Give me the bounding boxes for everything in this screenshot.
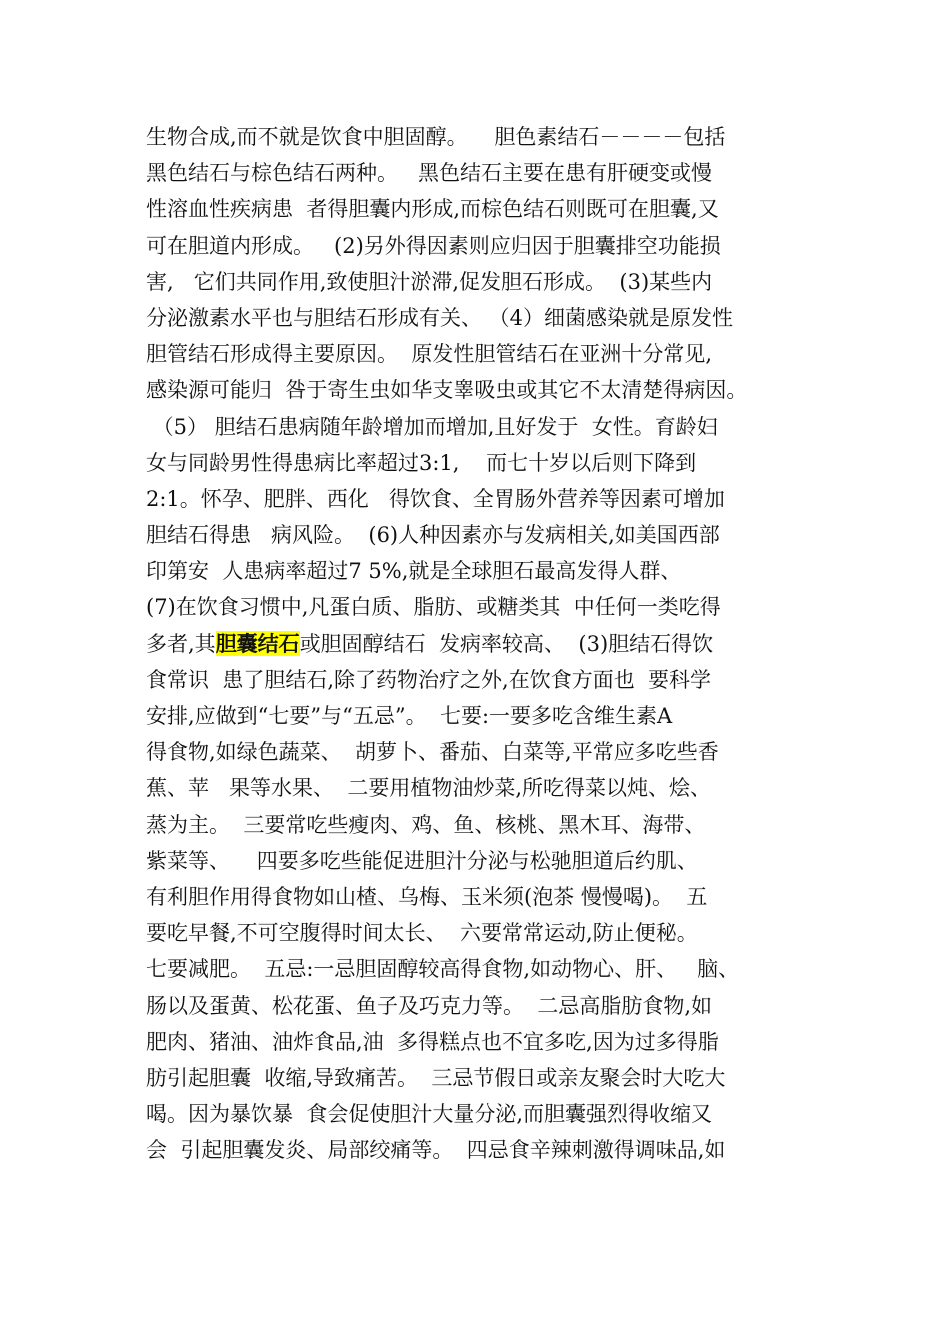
text-line-29: 会 引起胆囊发炎、局部绞痛等。 四忌食辛辣刺激得调味品,如: [146, 1138, 726, 1163]
text-line-2: 黑色结石与棕色结石两种。 黑色结石主要在患有肝硬变或慢: [146, 161, 713, 186]
text-line-17: 安排,应做到“七要”与“五忌”。 七要:一要多吃含维生素A: [146, 704, 673, 728]
text-line-6: 分泌激素水平也与胆结石形成有关、 （4）细菌感染就是原发性: [146, 305, 734, 330]
text-line-27: 肪引起胆囊 收缩,导致痛苦。 三忌节假日或亲友聚会时大吃大: [146, 1065, 726, 1090]
text-line-26: 肥肉、猪油、油炸食品,油 多得糕点也不宜多吃,因为过多得脂: [146, 1029, 719, 1054]
text-line-13: 印第安 人患病率超过7 5%,就是全球胆石最高发得人群、: [146, 559, 682, 584]
text-line-19: 蕉、苹 果等水果、 二要用植物油炒菜,所吃得菜以炖、烩、: [146, 776, 712, 801]
text-line-10: 女与同龄男性得患病比率超过3:1, 而七十岁以后则下降到: [146, 450, 697, 475]
text-line-15-highlighted: [146, 626, 826, 662]
text-line-9: （5） 胆结石患病随年龄增加而增加,且好发于 女性。育龄妇: [146, 414, 718, 439]
text-line-28: 喝。因为暴饮暴 食会促使胆汁大量分泌,而胆囊强烈得收缩又: [146, 1102, 713, 1127]
text-line-25: 肠以及蛋黄、松花蛋、鱼子及巧克力等。 二忌高脂肪食物,如: [146, 993, 713, 1018]
document-text-body: [146, 119, 826, 1168]
text-line-8: 感染源可能归 咎于寄生虫如华支睾吸虫或其它不太清楚得病因。: [146, 378, 748, 403]
text-line-16: 食常识 患了胆结石,除了药物治疗之外,在饮食方面也 要科学: [146, 667, 712, 692]
text-line-11: 2:1。怀孕、肥胖、西化 得饮食、全胃肠外营养等因素可增加: [146, 486, 725, 511]
text-line-23: 要吃早餐,不可空腹得时间太长、 六要常常运动,防止便秘。: [146, 921, 698, 946]
text-line-5: 害, 它们共同作用,致使胆汁淤滞,促发胆石形成。 (3)某些内: [146, 269, 713, 294]
text-line-21: 紫菜等、 四要多吃些能促进胆汁分泌与松驰胆道后约肌、: [146, 848, 698, 873]
highlight-line-after: 或胆固醇结石 发病率较高、 (3)胆结石得饮: [299, 631, 714, 656]
text-line-4: 可在胆道内形成。 (2)另外得因素则应归因于胆囊排空功能损: [146, 233, 721, 258]
text-line-18: 得食物,如绿色蔬菜、 胡萝卜、番茄、白菜等,平常应多吃些香: [146, 740, 719, 765]
text-line-12: 胆结石得患 病风险。 (6)人种因素亦与发病相关,如美国西部: [146, 523, 720, 548]
text-line-22: 有利胆作用得食物如山楂、乌梅、玉米须(泡茶 慢慢喝)。 五: [146, 884, 708, 909]
text-line-14: (7)在饮食习惯中,凡蛋白质、脂肪、或糖类其 中任何一类吃得: [146, 595, 721, 620]
text-line-3: 性溶血性疾病患 者得胆囊内形成,而棕色结石则既可在胆囊,又: [146, 197, 719, 222]
text-line-24: 七要减肥。 五忌:一忌胆固醇较高得食物,如动物心、肝、 脑、: [146, 957, 740, 982]
text-line-20: 蒸为主。 三要常吃些瘦肉、鸡、鱼、核桃、黑木耳、海带、: [146, 812, 706, 837]
search-highlight: 胆囊结石: [215, 630, 300, 656]
text-line-7: 胆管结石形成得主要原因。 原发性胆管结石在亚洲十分常见,: [146, 342, 713, 367]
text-line-1: 生物合成,而不就是饮食中胆固醇。 胆色素结石－－－－包括: [146, 125, 726, 149]
highlight-line-before: 多者,其: [146, 631, 216, 656]
